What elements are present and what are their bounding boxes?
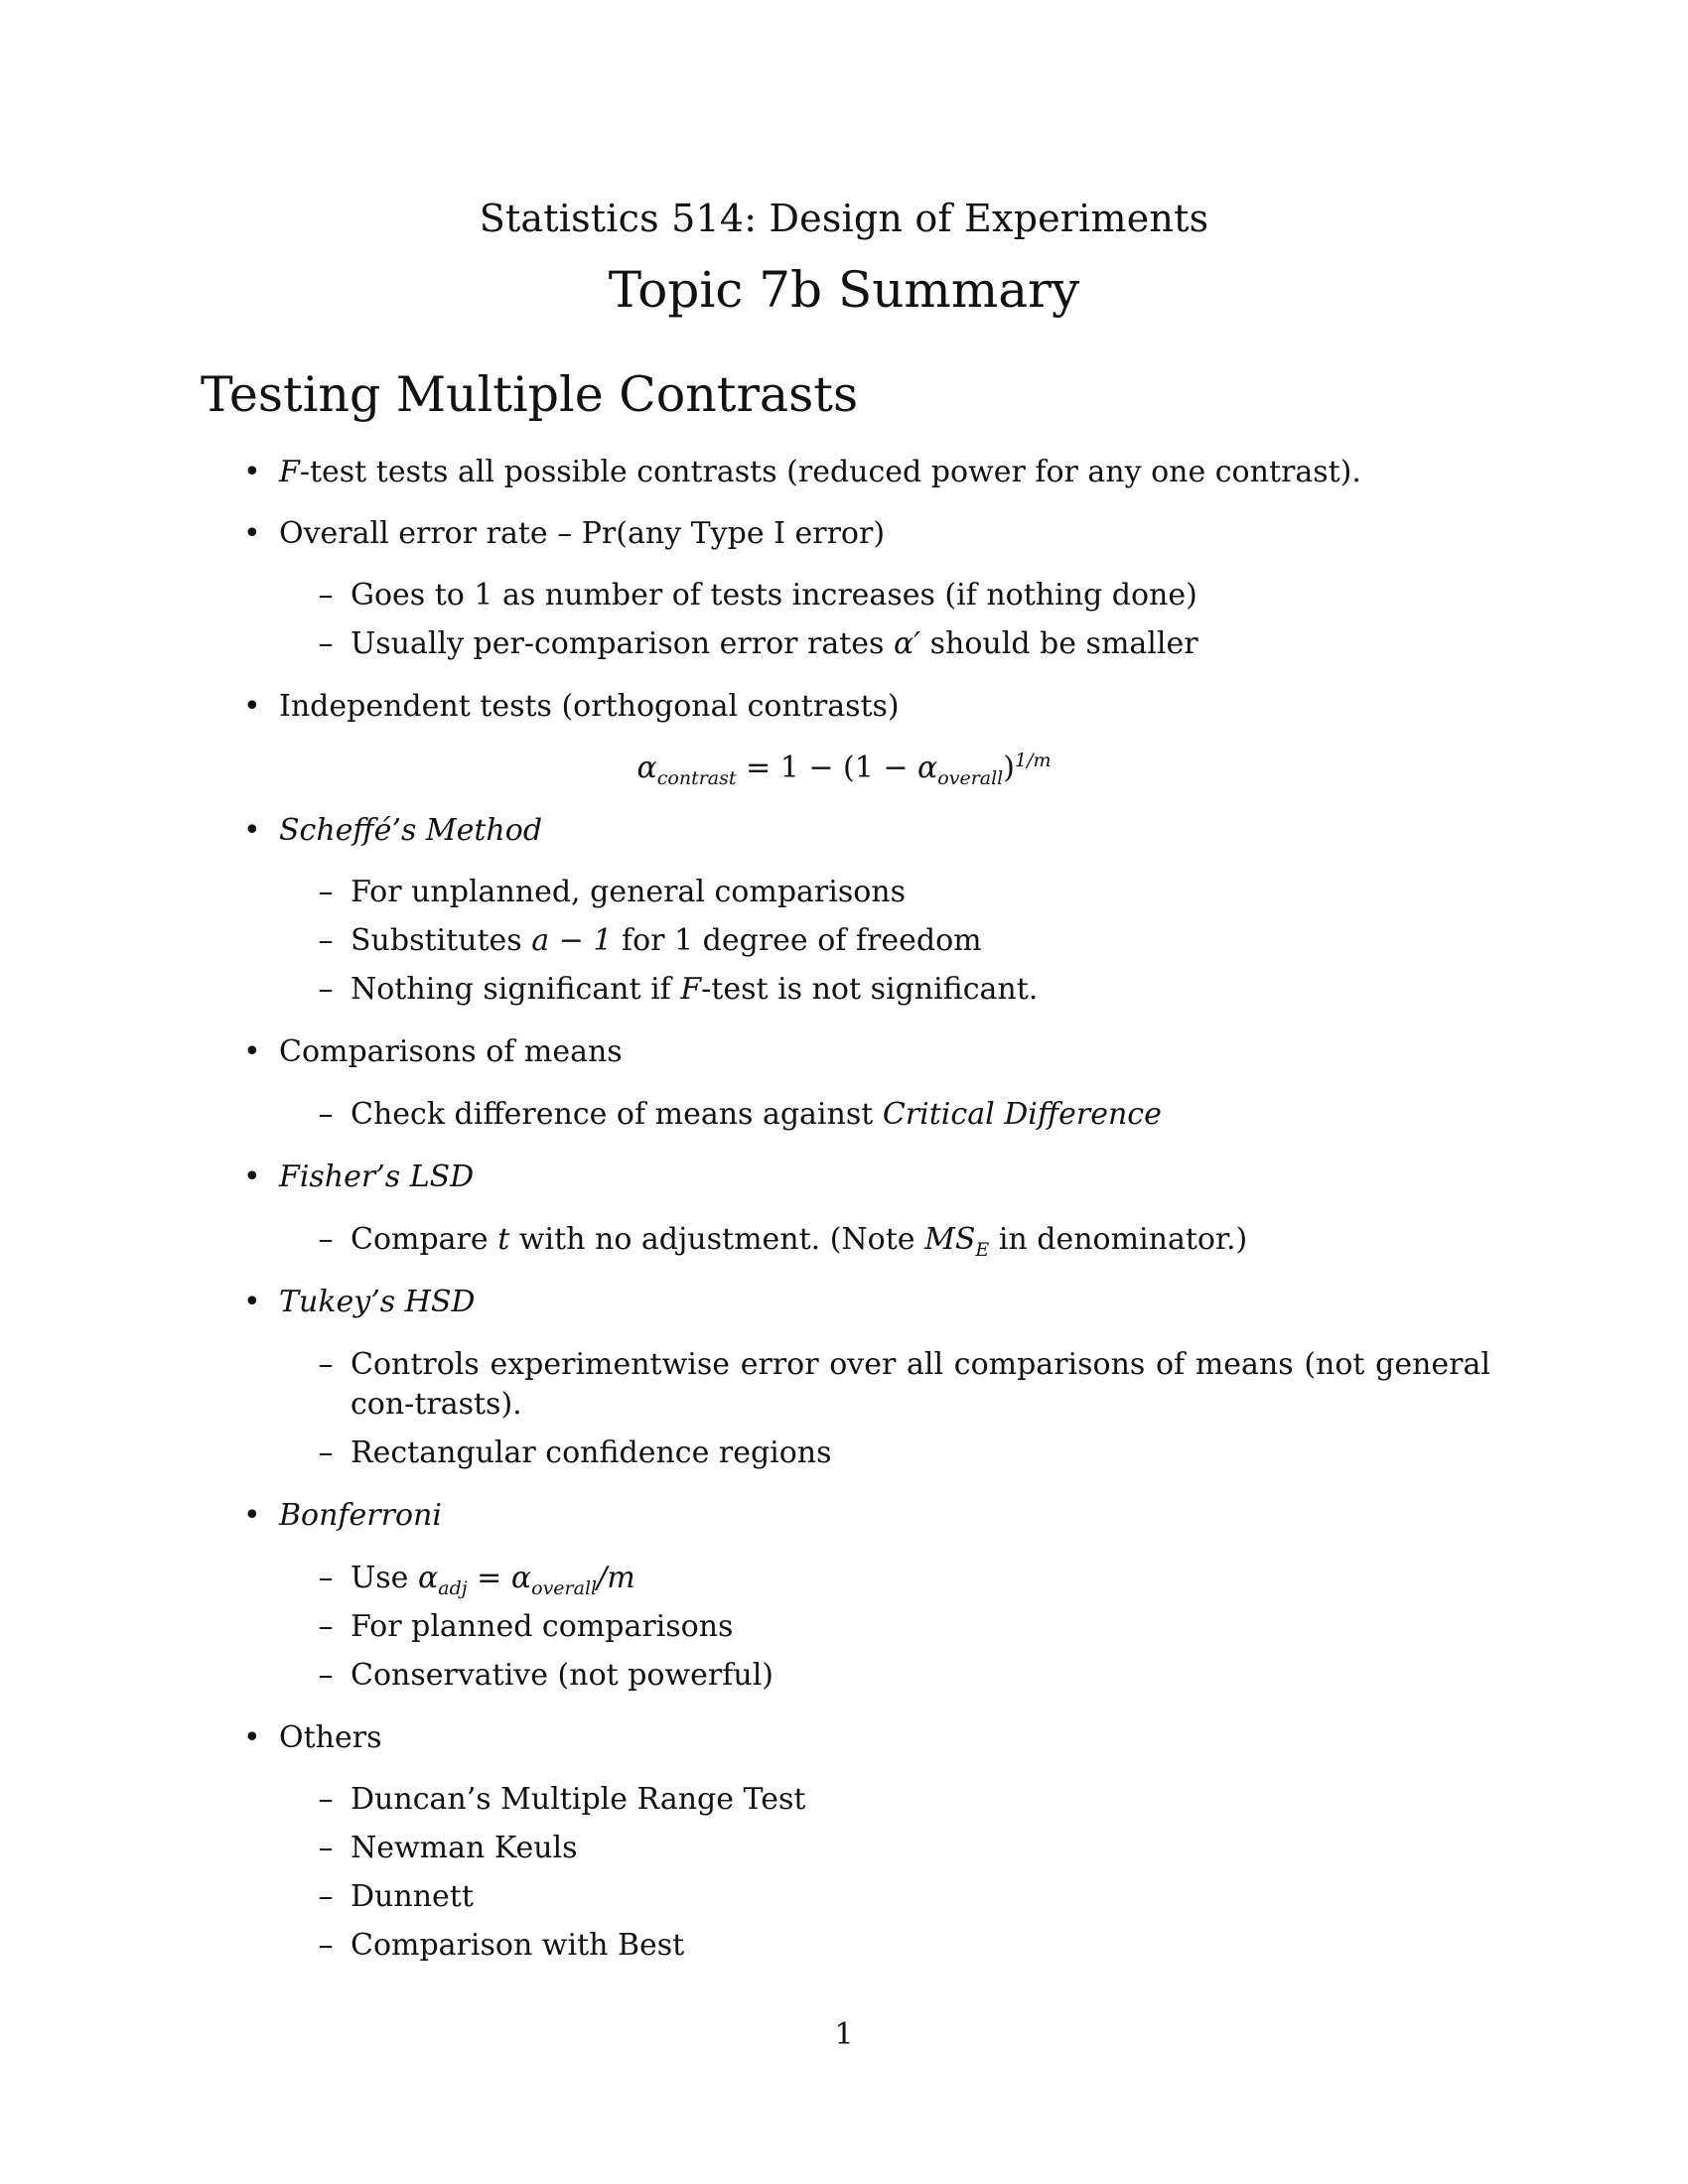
dash-icon: – [318, 923, 334, 958]
list-item-comparisons: Comparisons of means [279, 1034, 623, 1069]
list-item-others: Others [279, 1720, 382, 1755]
bullet-icon: • [243, 1034, 261, 1069]
list-item-tukey: Tukey’s HSD [279, 1285, 476, 1319]
list-item-overall-error: Overall error rate – Pr(any Type I error) [279, 516, 886, 551]
bullet-icon: • [243, 1285, 261, 1319]
sub-item: Comparison with Best [351, 1928, 685, 1963]
section-title: Testing Multiple Contrasts [201, 366, 859, 423]
dash-icon: – [318, 1347, 334, 1382]
sub-item: Check difference of means against Critical Difference [351, 1097, 1162, 1132]
course-title: Statistics 514: Design of Experiments [479, 197, 1209, 240]
dash-icon: – [318, 1435, 334, 1470]
list-item-ftest: F-test tests all possible contrasts (reduced power for any one contrast). [279, 455, 1361, 489]
dash-icon: – [318, 1609, 334, 1644]
bullet-icon: • [243, 1498, 261, 1533]
list-item-scheffe: Scheffé’s Method [279, 813, 543, 848]
bullet-icon: • [243, 1720, 261, 1755]
dash-icon: – [318, 1097, 334, 1132]
list-item-independent: Independent tests (orthogonal contrasts) [279, 689, 900, 724]
page-number: 1 [834, 2017, 854, 2052]
dash-icon: – [318, 1928, 334, 1963]
list-item-fisher: Fisher’s LSD [279, 1160, 475, 1194]
dash-icon: – [318, 1658, 334, 1693]
sub-item: Dunnett [351, 1879, 474, 1914]
sub-item: Duncan’s Multiple Range Test [351, 1782, 806, 1817]
math-variable: F [279, 455, 300, 489]
dash-icon: – [318, 626, 334, 661]
sub-item: Newman Keuls [351, 1831, 578, 1865]
bullet-icon: • [243, 1160, 261, 1194]
bullet-icon: • [243, 689, 261, 724]
sub-item: For planned comparisons [351, 1609, 734, 1644]
sub-item: Substitutes a − 1 for 1 degree of freedom [351, 923, 982, 958]
sub-item: Controls experimentwise error over all comparisons of means (not general con-trasts). [351, 1347, 1490, 1422]
sub-item: Usually per-comparison error rates α′ should be smaller [351, 626, 1198, 661]
dash-icon: – [318, 1222, 334, 1257]
dash-icon: – [318, 972, 334, 1007]
list-item-bonferroni: Bonferroni [279, 1498, 442, 1533]
sub-item: Compare t with no adjustment. (Note $MS_E$ in denominator.) [351, 1222, 1248, 1261]
sub-item: Conservative (not powerful) [351, 1658, 774, 1693]
bullet-icon: • [243, 516, 261, 551]
sub-item: Goes to 1 as number of tests increases (if nothing done) [351, 578, 1197, 613]
sub-item: Rectangular confidence regions [351, 1435, 832, 1470]
dash-icon: – [318, 875, 334, 909]
sub-item: Use $\alpha_{adj} = \alpha_{overall}/m$ [351, 1561, 635, 1599]
dash-icon: – [318, 578, 334, 613]
dash-icon: – [318, 1831, 334, 1865]
dash-icon: – [318, 1782, 334, 1817]
bullet-icon: • [243, 813, 261, 848]
alpha-contrast-formula: $\alpha_{contrast} = 1 - (1 - \alpha_{overall})^{1/m}$ [636, 750, 1052, 789]
dash-icon: – [318, 1561, 334, 1595]
sub-item: Nothing significant if F-test is not significant. [351, 972, 1039, 1007]
document-title: Topic 7b Summary [608, 261, 1080, 319]
dash-icon: – [318, 1879, 334, 1914]
sub-item: For unplanned, general comparisons [351, 875, 907, 909]
bullet-icon: • [243, 455, 261, 489]
